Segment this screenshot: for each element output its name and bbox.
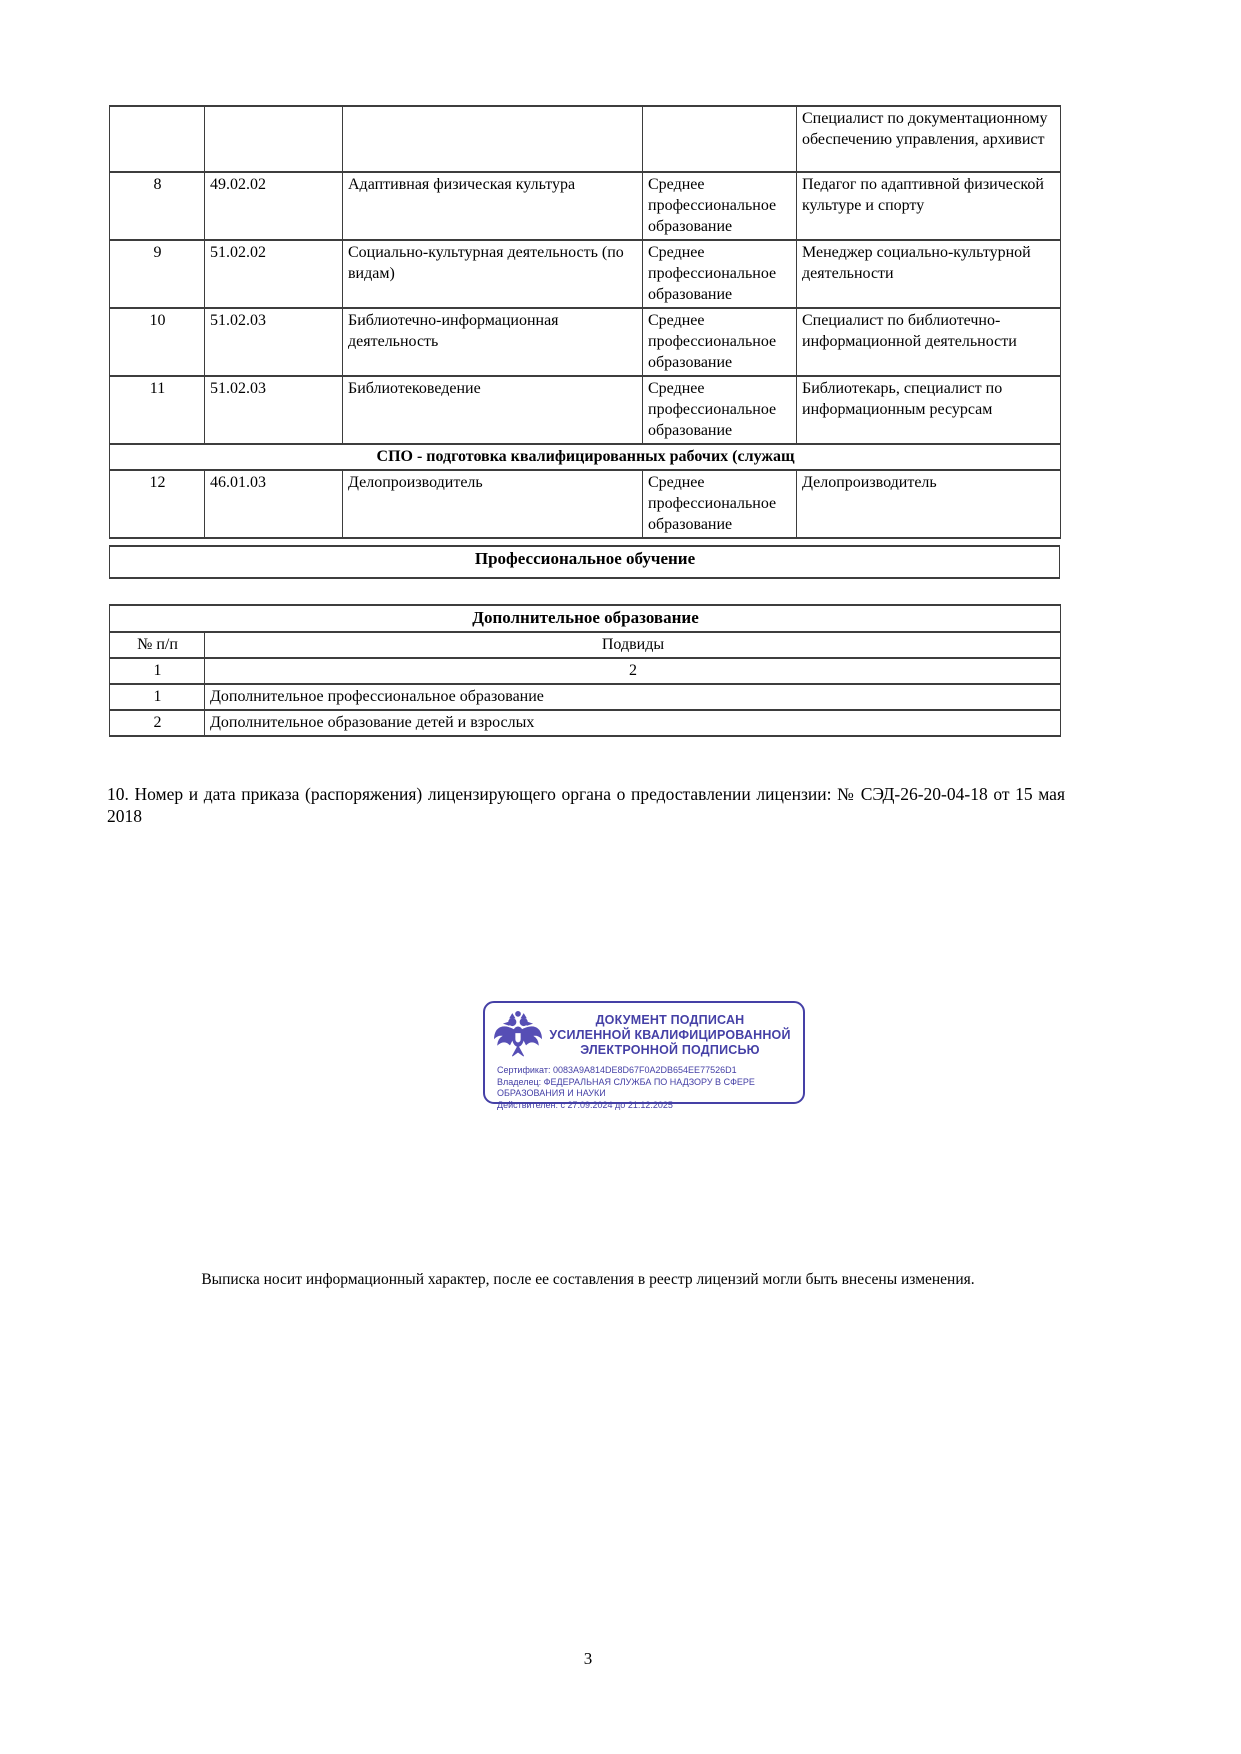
column-number: 1 [110, 658, 205, 684]
cell-code [205, 106, 343, 172]
cell-num: 1 [110, 684, 205, 710]
cell-name: Библиотековедение [343, 376, 643, 444]
header-subtypes: Подвиды [205, 632, 1061, 658]
page-number: 3 [583, 1649, 593, 1668]
stamp-title [544, 1013, 796, 1058]
cell-subtype: Дополнительное профессиональное образование [205, 684, 1061, 710]
table-row [110, 240, 1061, 308]
table-row-continuation [110, 106, 1061, 172]
cell-level [643, 106, 797, 172]
cell-level: Среднее профессиональное образование [643, 240, 797, 308]
table-row [110, 710, 1061, 736]
cell-qualification: Делопроизводитель [797, 470, 1061, 538]
cell-num: 2 [110, 710, 205, 736]
cell-name: Адаптивная физическая культура [343, 172, 643, 240]
header-num: № п/п [110, 632, 205, 658]
table-row [110, 470, 1061, 538]
stamp-owner: Владелец: ФЕДЕРАЛЬНАЯ СЛУЖБА ПО НАДЗОРУ В СФЕРЕ ОБРАЗОВАНИЯ И НАУКИ [497, 1076, 755, 1098]
column-numbers-row [110, 658, 1061, 684]
cell-name [343, 106, 643, 172]
column-number: 2 [205, 658, 1061, 684]
professional-training-table [109, 545, 1060, 579]
table-row [110, 376, 1061, 444]
stamp-details [497, 1065, 796, 1111]
cell-qualification: Педагог по адаптивной физической культуре и спорту [797, 172, 1061, 240]
additional-education-title: Дополнительное образование [110, 605, 1061, 632]
cell-level: Среднее профессиональное образование [643, 470, 797, 538]
cell-level: Среднее профессиональное образование [643, 376, 797, 444]
cell-num: 11 [110, 376, 205, 444]
cell-code: 51.02.03 [205, 308, 343, 376]
cell-qualification: Специалист по библиотечно-информационной деятельности [797, 308, 1061, 376]
cell-level: Среднее профессиональное образование [643, 308, 797, 376]
cell-num: 8 [110, 172, 205, 240]
section-header-spo: СПО - подготовка квалифицированных рабочих (служащ [110, 444, 1061, 470]
electronic-signature-stamp [483, 1001, 805, 1110]
stamp-certificate: Сертификат: 0083A9A814DE8D67F0A2DB654EE77526D1 [497, 1065, 737, 1075]
cell-qualification: Менеджер социально-культурной деятельности [797, 240, 1061, 308]
informational-note: Выписка носит информационный характер, после ее составления в реестр лицензий могли быть внесены изменения. [201, 1271, 975, 1288]
table-section-row [110, 444, 1061, 470]
table-row [110, 308, 1061, 376]
stamp-title-line3: ЭЛЕКТРОННОЙ ПОДПИСЬЮ [580, 1042, 760, 1057]
stamp-title-line1: ДОКУМЕНТ ПОДПИСАН [595, 1012, 745, 1027]
cell-num [110, 106, 205, 172]
cell-code: 49.02.02 [205, 172, 343, 240]
stamp-title-line2: УСИЛЕННОЙ КВАЛИФИЦИРОВАННОЙ [549, 1027, 791, 1042]
cell-code: 51.02.02 [205, 240, 343, 308]
stamp-validity: Действителен: с 27.09.2024 до 21.12.2025 [497, 1099, 673, 1110]
stamp-top-row [492, 1007, 796, 1063]
additional-education-table [109, 604, 1061, 737]
cell-num: 12 [110, 470, 205, 538]
cell-level: Среднее профессиональное образование [643, 172, 797, 240]
cell-name: Социально-культурная деятельность (по видам) [343, 240, 643, 308]
cell-qualification: Специалист по документационному обеспечению управления, архивист [797, 106, 1061, 172]
cell-code: 46.01.03 [205, 470, 343, 538]
table-header-row [110, 632, 1061, 658]
cell-subtype: Дополнительное образование детей и взрослых [205, 710, 1061, 736]
cell-num: 10 [110, 308, 205, 376]
coat-of-arms-icon [492, 1007, 544, 1063]
professional-training-title: Профессиональное обучение [110, 546, 1060, 578]
cell-num: 9 [110, 240, 205, 308]
cell-qualification: Библиотекарь, специалист по информационным ресурсам [797, 376, 1061, 444]
license-programs-table [109, 105, 1061, 539]
table-row [110, 172, 1061, 240]
cell-code: 51.02.03 [205, 376, 343, 444]
cell-name: Библиотечно-информационная деятельность [343, 308, 643, 376]
order-number-paragraph: 10. Номер и дата приказа (распоряжения) лицензирующего органа о предоставлении лицензии: № СЭД-26-20-04-18 от 15 мая 2018 [107, 784, 1065, 826]
table-row [110, 684, 1061, 710]
cell-name: Делопроизводитель [343, 470, 643, 538]
